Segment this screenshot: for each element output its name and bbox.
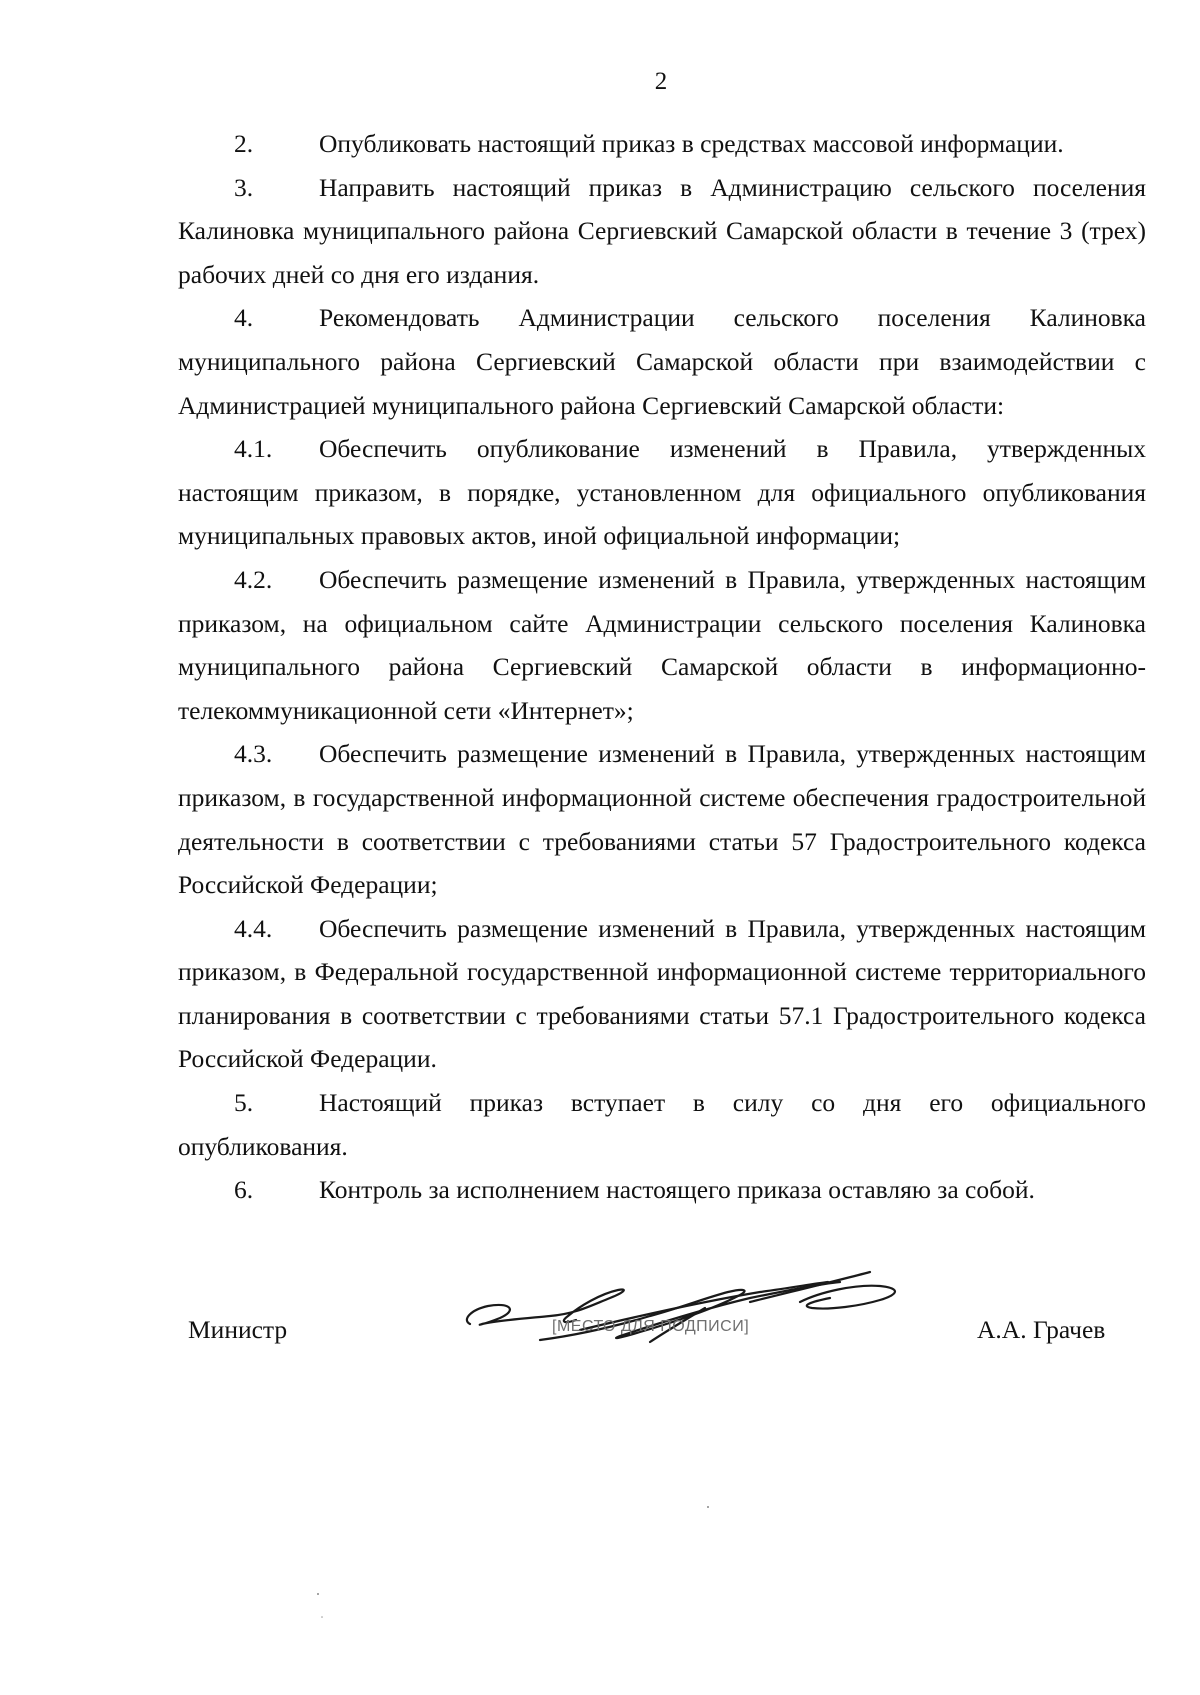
paragraph-4-4 — [178, 907, 1146, 1081]
paragraph-text: Обеспечить размещение изменений в Правила, утвержденных настоящим приказом, в государственной информационной системе обеспечения градостроительной деятельности в соответствии с требованиями статьи 57 Градостроительного кодекса Российской Федерации; — [178, 739, 1146, 900]
paragraph-number: 4. — [234, 303, 254, 333]
paragraph-text: Обеспечить размещение изменений в Правила, утвержденных настоящим приказом, в Федеральной государственной информационной системе территориального планирования в соответствии с требованиями статьи 57.1 Градостроительного кодекса Российской Федерации. — [178, 913, 1146, 1074]
signatory-title: Министр — [188, 1315, 288, 1344]
paragraph-number: 4.2. — [234, 564, 273, 594]
page-number: 2 — [654, 68, 668, 95]
paragraph-4-2 — [178, 558, 1146, 732]
paragraph-4-3 — [178, 732, 1146, 906]
paragraph-6 — [178, 1168, 1146, 1212]
paragraph-text: Опубликовать настоящий приказ в средствах массовой информации. — [319, 129, 1064, 158]
paragraph-text: Обеспечить размещение изменений в Правила, утвержденных настоящим приказом, на официальном сайте Администрации сельского поселения Калиновка муниципального района Сергиевский Самарской области в информационно-телекоммуникационной сети «Интернет»; — [178, 564, 1146, 725]
signature-placeholder: [МЕСТО ДЛЯ ПОДПИСИ] — [552, 1318, 750, 1335]
paragraph-number: 3. — [234, 172, 254, 202]
paragraph-text: Настоящий приказ вступает в силу со дня его официального опубликования. — [178, 1088, 1146, 1161]
document-body — [178, 122, 1146, 1212]
paragraph-number: 4.3. — [234, 739, 273, 769]
paragraph-text: Контроль за исполнением настоящего приказа оставляю за собой. — [319, 1175, 1035, 1205]
paragraph-number: 5. — [234, 1088, 254, 1118]
paragraph-3 — [178, 166, 1146, 297]
paragraph-4 — [178, 296, 1146, 427]
signature-row — [0, 1315, 1200, 1355]
paragraph-text: Направить настоящий приказ в Администрацию сельского поселения Калиновка муниципального района Сергиевский Самарской области в течение 3 (трех) рабочих дней со дня его издания. — [178, 172, 1146, 289]
paragraph-2 — [178, 122, 1146, 166]
paragraph-number: 6. — [234, 1175, 254, 1205]
paragraph-5 — [178, 1081, 1146, 1168]
paragraph-number: 2. — [234, 129, 254, 158]
paragraph-text: Рекомендовать Администрации сельского поселения Калиновка муниципального района Сергиевский Самарской области при взаимодействии с Администрацией муниципального района Сергиевский Самарской области: — [178, 303, 1146, 420]
paragraph-number: 4.4. — [234, 913, 273, 943]
paragraph-text: Обеспечить опубликование изменений в Правила, утвержденных настоящим приказом, в порядке, установленном для официального опубликования муниципальных правовых актов, иной официальной информации; — [178, 434, 1146, 551]
paragraph-number: 4.1. — [234, 434, 273, 464]
paragraph-4-1 — [178, 427, 1146, 558]
signatory-name: А.А. Грачев — [977, 1315, 1106, 1344]
